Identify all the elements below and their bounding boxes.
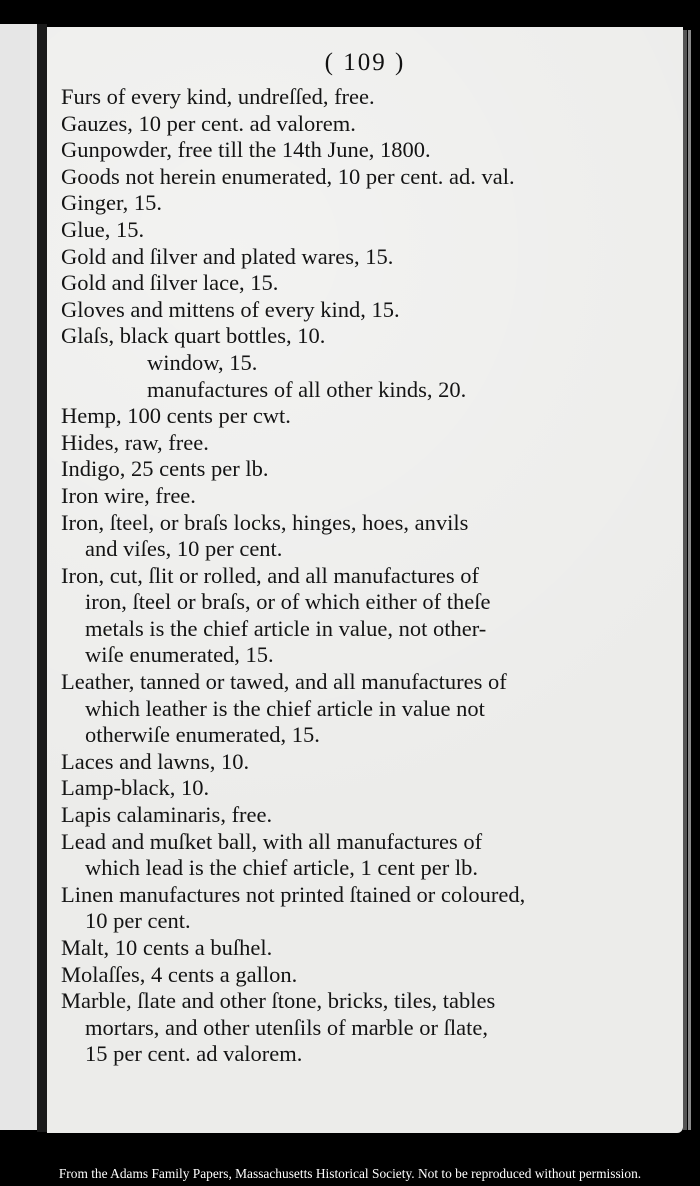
tariff-entry <box>61 456 671 483</box>
entry-line: Linen manufactures not printed ſtained or coloured, <box>61 881 526 907</box>
book-binding <box>37 24 47 1132</box>
entry-line: Glue, 15. <box>61 216 145 242</box>
tariff-entry <box>61 84 671 111</box>
adjacent-page-edge <box>0 24 38 1130</box>
tariff-entry <box>61 510 671 563</box>
entry-line: Gloves and mittens of every kind, 15. <box>61 296 400 322</box>
entry-line: Ginger, 15. <box>61 190 162 216</box>
entry-continuation-line: which lead is the chief article, 1 cent per lb. <box>85 855 478 881</box>
tariff-list <box>61 84 671 1068</box>
tariff-entry <box>61 775 671 802</box>
entry-line: Lamp-black, 10. <box>61 775 210 801</box>
entry-continuation-line: metals is the chief article in value, not other- <box>85 615 487 641</box>
tariff-entry <box>61 483 671 510</box>
entry-sub-line: window, 15. <box>147 349 258 375</box>
tariff-entry <box>61 563 671 669</box>
entry-line: Laces and lawns, 10. <box>61 748 250 774</box>
entry-line: Indigo, 25 cents per lb. <box>61 456 269 482</box>
book-page <box>47 27 683 1133</box>
entry-line: Iron, cut, ſlit or rolled, and all manufactures of <box>61 562 479 588</box>
tariff-entry <box>61 217 671 244</box>
entry-line: Leather, tanned or tawed, and all manufactures of <box>61 669 507 695</box>
entry-line: Marble, ſlate and other ſtone, bricks, tiles, tables <box>61 988 496 1014</box>
tariff-entry <box>61 802 671 829</box>
tariff-entry <box>61 935 671 962</box>
tariff-entry <box>61 669 671 749</box>
tariff-entry <box>61 111 671 138</box>
tariff-entry <box>61 829 671 882</box>
tariff-entry <box>61 137 671 164</box>
page-stack-edge <box>683 30 687 1130</box>
tariff-entry <box>61 403 671 430</box>
tariff-entry <box>61 164 671 191</box>
entry-continuation-line: wiſe enumerated, 15. <box>85 642 274 668</box>
entry-continuation-line: 15 per cent. ad valorem. <box>85 1041 303 1067</box>
entry-line: Molaſſes, 4 cents a gallon. <box>61 961 298 987</box>
entry-line: Glaſs, black quart bottles, 10. <box>61 323 326 349</box>
tariff-entry <box>61 323 671 403</box>
entry-line: Furs of every kind, undreſſed, free. <box>61 84 375 109</box>
tariff-entry <box>61 244 671 271</box>
tariff-entry <box>61 270 671 297</box>
entry-continuation-line: which leather is the chief article in value not <box>85 695 485 721</box>
entry-line: Gunpowder, free till the 14th June, 1800. <box>61 137 431 163</box>
entry-line: Gold and ſilver lace, 15. <box>61 270 279 296</box>
tariff-entry <box>61 749 671 776</box>
entry-line: Iron, ſteel, or braſs locks, hinges, hoes, anvils <box>61 509 469 535</box>
entry-line: Malt, 10 cents a buſhel. <box>61 935 273 960</box>
entry-line: Gold and ſilver and plated wares, 15. <box>61 243 394 269</box>
entry-continuation-line: iron, ſteel or braſs, or of which either of theſe <box>85 589 491 615</box>
entry-line: Lead and muſket ball, with all manufactures of <box>61 828 483 854</box>
entry-line: Iron wire, free. <box>61 482 196 508</box>
tariff-entry <box>61 962 671 989</box>
entry-sub-line: manufactures of all other kinds, 20. <box>147 376 467 402</box>
copyright-caption: From the Adams Family Papers, Massachusetts Historical Society. Not to be reproduced without permission. <box>58 1166 642 1181</box>
tariff-entry <box>61 430 671 457</box>
tariff-entry <box>61 882 671 935</box>
tariff-entry <box>61 190 671 217</box>
entry-continuation-line: and viſes, 10 per cent. <box>85 536 283 562</box>
page-stack-edge <box>688 30 691 1130</box>
entry-line: Gauzes, 10 per cent. ad valorem. <box>61 110 356 136</box>
entry-continuation-line: mortars, and other utenſils of marble or ſlate, <box>85 1014 489 1040</box>
tariff-entry <box>61 297 671 324</box>
entry-continuation-line: otherwiſe enumerated, 15. <box>85 722 320 748</box>
entry-line: Hides, raw, free. <box>61 429 209 455</box>
tariff-entry <box>61 988 671 1068</box>
entry-line: Lapis calaminaris, free. <box>61 802 273 828</box>
entry-line: Goods not herein enumerated, 10 per cent. ad. val. <box>61 163 515 189</box>
entry-continuation-line: 10 per cent. <box>85 908 191 934</box>
entry-line: Hemp, 100 cents per cwt. <box>61 403 291 429</box>
page-number: ( 109 ) <box>324 49 406 76</box>
